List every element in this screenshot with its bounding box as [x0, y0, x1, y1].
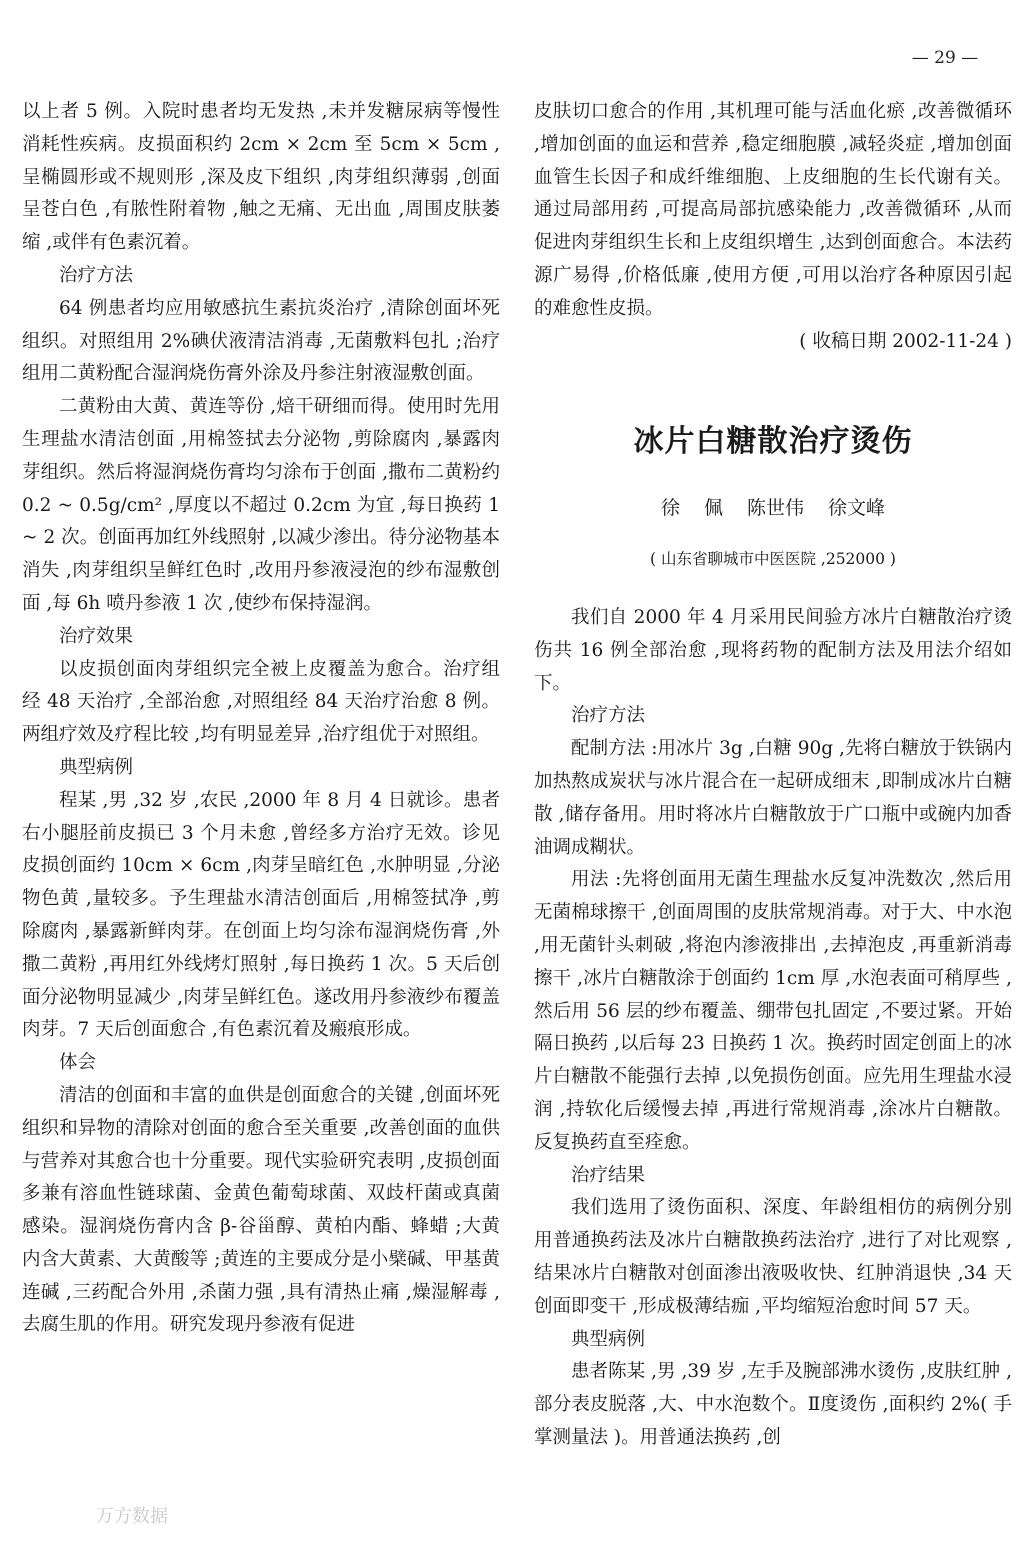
- article-title: 冰片白糖散治疗烫伤: [633, 424, 913, 460]
- paragraph: 64 例患者均应用敏感抗生素抗炎治疗 ,清除创面坏死组织。对照组用 2%碘伏液清洁消毒 ,无菌敷料包扎 ;治疗组用二黄粉配合湿润烧伤膏外涂及丹参注射液湿敷创面。: [22, 297, 500, 385]
- authors: 徐 佩 陈世伟 徐文峰: [660, 497, 886, 520]
- section-heading-case: 典型病例: [571, 1328, 646, 1350]
- paragraph: 程某 ,男 ,32 岁 ,农民 ,2000 年 8 月 4 日就诊。患者右小腿胫前皮损已 3 个月未愈 ,曾经多方治疗无效。诊见皮损创面约 10cm × 6cm ,肉芽呈暗红色 ,水肿明显 ,分泌物色黄 ,量较多。予生理盐水清洁创面后 ,用棉签拭净 ,剪除腐肉 ,暴露新鲜肉芽。在创面上均匀涂布湿润烧伤膏 ,外撒二黄粉 ,再用红外线烤灯照射 ,每日换药 1 次。5 天后创面分泌物明显减少 ,肉芽呈鲜红色。遂改用丹参液纱布覆盖肉芽。7 天后创面愈合 ,有色素沉着及瘢痕形成。: [22, 789, 500, 1041]
- section-heading-method: 治疗方法: [59, 264, 134, 286]
- paragraph: 清洁的创面和丰富的血供是创面愈合的关键 ,创面坏死组织和异物的清除对创面的愈合至关重要 ,改善创面的血供与营养对其愈合也十分重要。现代实验研究表明 ,皮损创面多兼有溶血性链球菌、金黄色葡萄球菌、双歧杆菌或真菌感染。湿润烧伤膏内含 β-谷甾醇、黄柏内酯、蜂蜡 ;大黄内含大黄素、大黄酸等 ;黄连的主要成分是小檗碱、甲基黄连碱 ,三药配合外用 ,杀菌力强 ,具有清热止痛 ,燥湿解毒 ,去腐生肌的作用。研究发现丹参液有促进: [22, 1084, 500, 1336]
- received-date: ( 收稿日期 2002-11-24 ): [799, 330, 1012, 352]
- paragraph: 二黄粉由大黄、黄连等份 ,焙干研细而得。使用时先用生理盐水清洁创面 ,用棉签拭去分泌物 ,剪除腐肉 ,暴露肉芽组织。然后将湿润烧伤膏均匀涂布于创面 ,撒布二黄粉约 0.2 ~ 0.5g/cm² ,厚度以不超过 0.2cm 为宜 ,每日换药 1 ~ 2 次。创面再加红外线照射 ,以减少渗出。待分泌物基本消失 ,肉芽组织呈鲜红色时 ,改用丹参液浸泡的纱布湿敷创面 ,每 6h 喷丹参液 1 次 ,使纱布保持湿润。: [22, 396, 500, 614]
- section-heading-method: 治疗方法: [571, 705, 646, 727]
- paragraph: 皮肤切口愈合的作用 ,其机理可能与活血化瘀 ,改善微循环 ,增加创面的血运和营养 ,稳定细胞膜 ,减轻炎症 ,增加创面血管生长因子和成纤维细胞、上皮细胞的生长代谢有关。通过局部用药 ,可提高局部抗感染能力 ,改善微循环 ,从而促进肉芽组织生长和上皮组织增生 ,达到创面愈合。本法药源广易得 ,价格低廉 ,使用方便 ,可用以治疗各种原因引起的难愈性皮损。: [534, 101, 1012, 319]
- page-number: — 29 —: [911, 48, 979, 68]
- section-heading-effect: 治疗效果: [59, 625, 134, 647]
- paragraph: 以上者 5 例。入院时患者均无发热 ,未并发糖尿病等慢性消耗性疾病。皮损面积约 2cm × 2cm 至 5cm × 5cm ,呈椭圆形或不规则形 ,深及皮下组织 ,肉芽组织薄弱 ,创面呈苍白色 ,有脓性附着物 ,触之无痛、无出血 ,周围皮肤萎缩 ,或伴有色素沉着。: [22, 101, 500, 254]
- paragraph: 我们选用了烫伤面积、深度、年龄组相仿的病例分别用普通换药法及冰片白糖散换药法治疗 ,进行了对比观察 ,结果冰片白糖散对创面渗出液吸收快、红肿消退快 ,34 天创面即变干 ,形成极薄结痂 ,平均缩短治愈时间 57 天。: [534, 1197, 1012, 1317]
- affiliation: ( 山东省聊城市中医医院 ,252000 ): [650, 550, 896, 569]
- paragraph: 我们自 2000 年 4 月采用民间验方冰片白糖散治疗烫伤共 16 例全部治愈 ,现将药物的配制方法及用法介绍如下。: [534, 606, 1012, 694]
- watermark: 万方数据: [96, 1506, 168, 1527]
- paragraph: 配制方法 :用冰片 3g ,白糖 90g ,先将白糖放于铁锅内加热熬成炭状与冰片混合在一起研成细末 ,即制成冰片白糖散 ,储存备用。用时将冰片白糖散放于广口瓶中或碗内加香油调成糊状。: [534, 738, 1012, 858]
- left-column: [22, 96, 500, 1342]
- section-heading-result: 治疗结果: [571, 1164, 646, 1186]
- paragraph: 用法 :先将创面用无菌生理盐水反复冲洗数次 ,然后用无菌棉球擦干 ,创面周围的皮肤常规消毒。对于大、中水泡 ,用无菌针头刺破 ,将泡内渗液排出 ,去掉泡皮 ,再重新消毒擦干 ,冰片白糖散涂于创面约 1cm 厚 ,水泡表面可稍厚些 ,然后用 56 层的纱布覆盖、绷带包扎固定 ,不要过紧。开始隔日换药 ,以后每 23 日换药 1 次。换药时固定创面上的冰片白糖散不能强行去掉 ,以免损伤创面。应先用生理盐水浸润 ,持软化后缓慢去掉 ,再进行常规消毒 ,涂冰片白糖散。反复换药直至痊愈。: [534, 869, 1012, 1153]
- paragraph: 患者陈某 ,男 ,39 岁 ,左手及腕部沸水烫伤 ,皮肤红肿 ,部分表皮脱落 ,大、中水泡数个。Ⅱ度烫伤 ,面积约 2%( 手掌测量法 )。用普通法换药 ,创: [534, 1361, 1012, 1448]
- paragraph: 以皮损创面肉芽组织完全被上皮覆盖为愈合。治疗组经 48 天治疗 ,全部治愈 ,对照组经 84 天治疗治愈 8 例。两组疗效及疗程比较 ,均有明显差异 ,治疗组优于对照组。: [22, 658, 500, 746]
- section-heading-experience: 体会: [59, 1052, 97, 1074]
- section-heading-case: 典型病例: [59, 756, 134, 778]
- right-column: [534, 96, 1012, 1455]
